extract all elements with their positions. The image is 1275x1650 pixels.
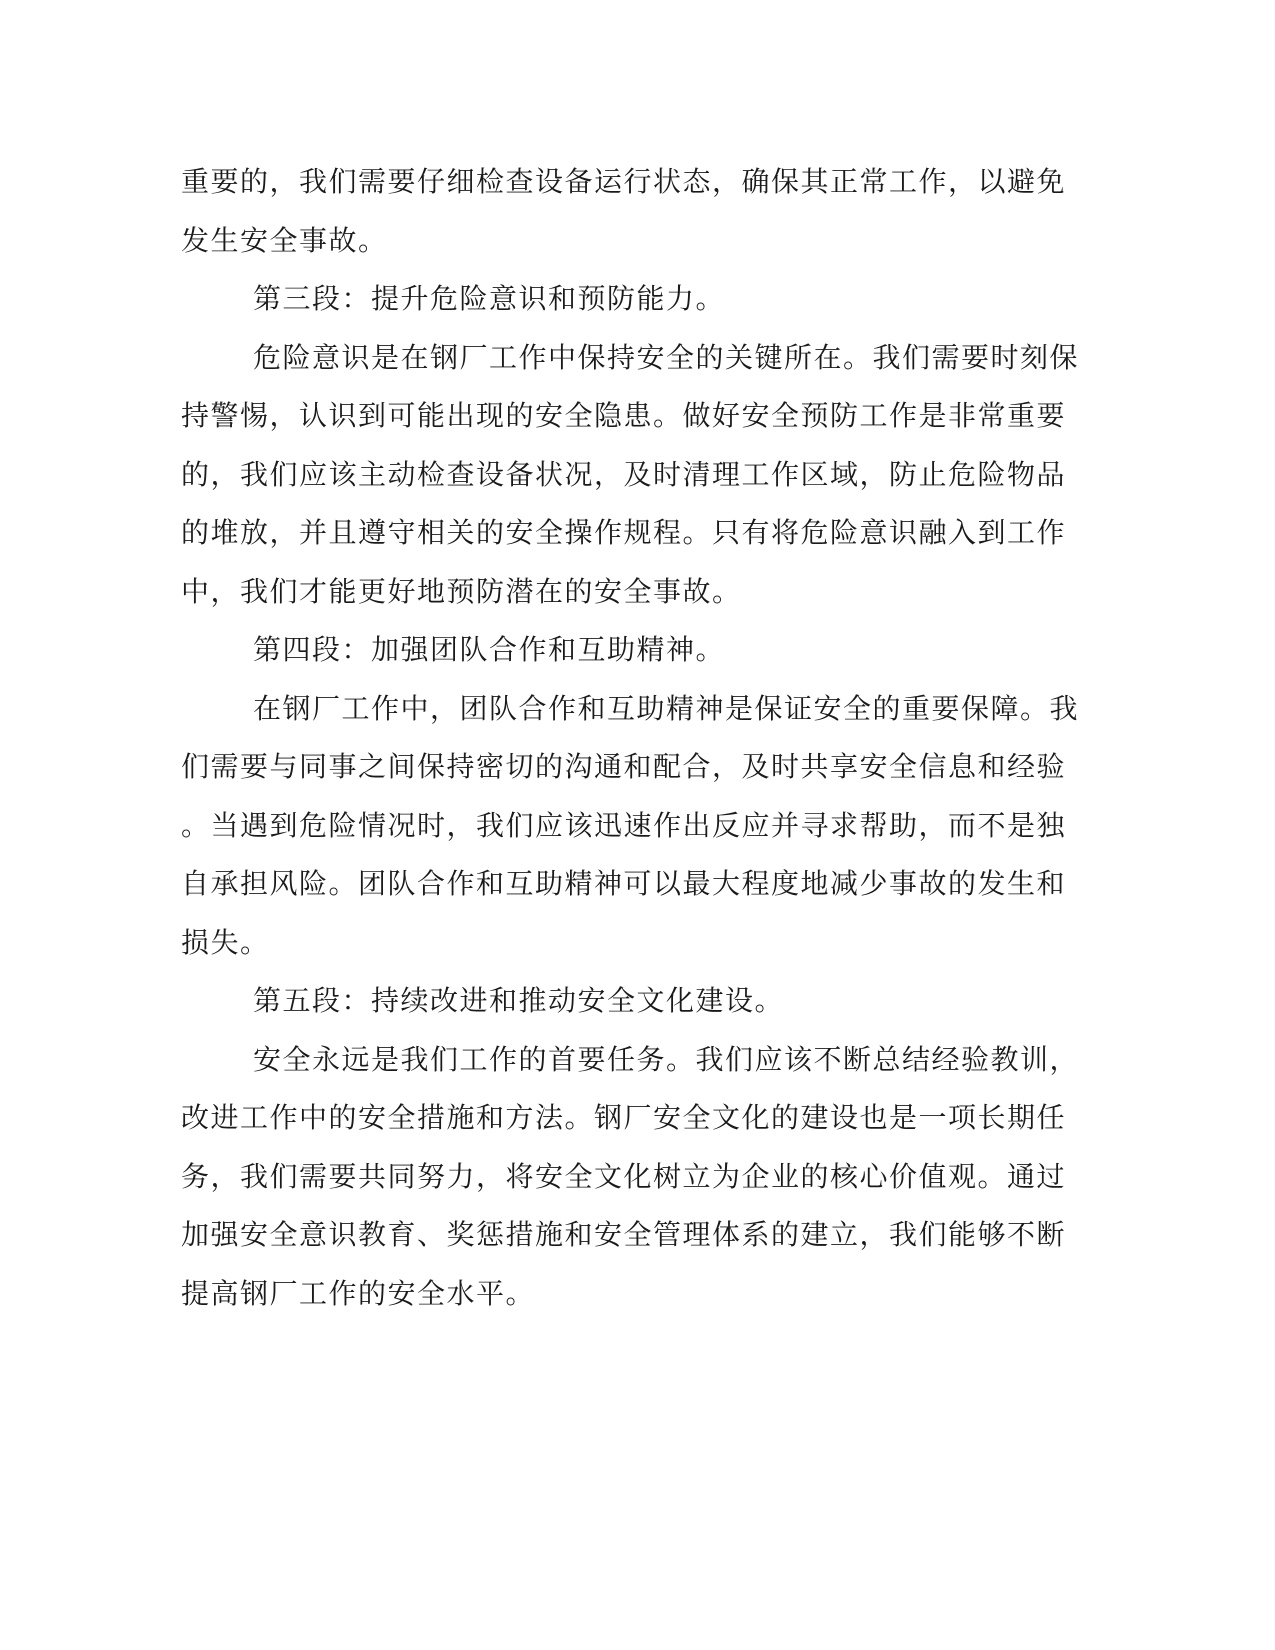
text-line: 的，我们应该主动检查设备状况，及时清理工作区域，防止危险物品 — [181, 457, 1067, 491]
text-line: 提高钢厂工作的安全水平。 — [181, 1276, 536, 1310]
text-line: 安全永远是我们工作的首要任务。我们应该不断总结经验教训， — [253, 1042, 1080, 1076]
text-line: 重要的，我们需要仔细检查设备运行状态，确保其正常工作，以避免 — [181, 165, 1067, 198]
section-heading: 第四段：加强团队合作和互助精神。 — [253, 633, 726, 666]
text-line: 自承担风险。团队合作和互助精神可以最大程度地减少事故的发生和 — [181, 867, 1067, 900]
text-line: 们需要与同事之间保持密切的沟通和配合，及时共享安全信息和经验 — [181, 750, 1067, 783]
text-line: 。当遇到危险情况时，我们应该迅速作出反应并寻求帮助，而不是独 — [181, 808, 1067, 842]
document-body — [181, 153, 1080, 1323]
text-line: 改进工作中的安全措施和方法。钢厂安全文化的建设也是一项长期任 — [181, 1101, 1067, 1134]
section-heading: 第三段：提升危险意识和预防能力。 — [253, 282, 726, 315]
text-line: 在钢厂工作中，团队合作和互助精神是保证安全的重要保障。我 — [253, 691, 1080, 725]
text-line: 持警惕，认识到可能出现的安全隐患。做好安全预防工作是非常重要 — [181, 399, 1067, 432]
text-line: 务，我们需要共同努力，将安全文化树立为企业的核心价值观。通过 — [181, 1159, 1067, 1193]
text-line: 危险意识是在钢厂工作中保持安全的关键所在。我们需要时刻保 — [253, 340, 1080, 374]
section-heading: 第五段：持续改进和推动安全文化建设。 — [253, 984, 785, 1017]
text-line: 的堆放，并且遵守相关的安全操作规程。只有将危险意识融入到工作 — [181, 516, 1067, 549]
text-line: 加强安全意识教育、奖惩措施和安全管理体系的建立，我们能够不断 — [181, 1218, 1067, 1251]
text-line: 发生安全事故。 — [181, 223, 388, 257]
text-line: 中，我们才能更好地预防潜在的安全事故。 — [181, 574, 742, 608]
text-line: 损失。 — [181, 925, 270, 959]
